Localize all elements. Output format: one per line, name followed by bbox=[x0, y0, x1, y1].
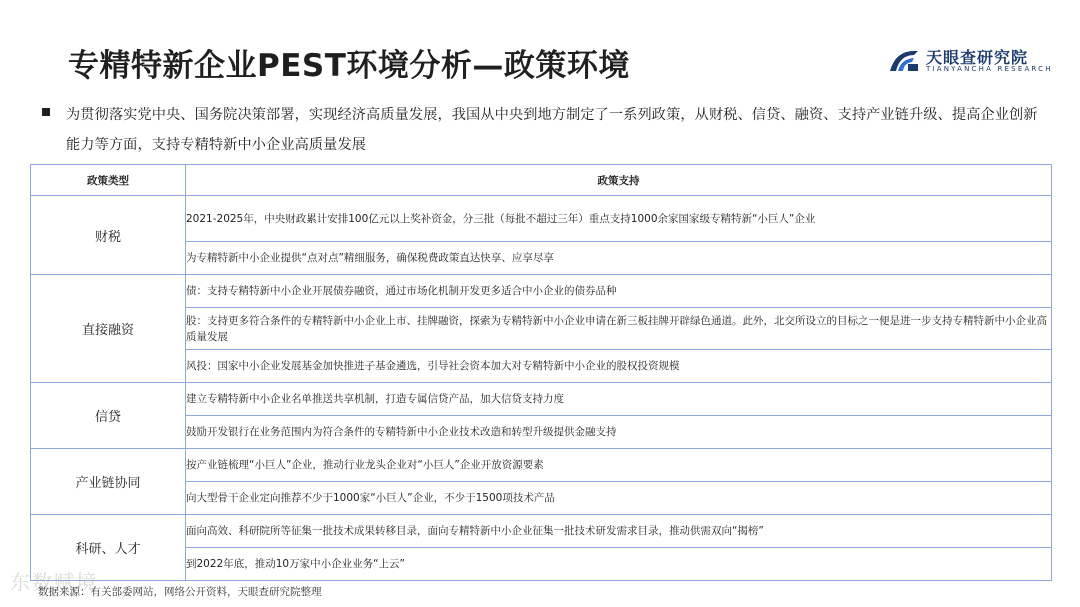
policy-cell: 为专精特新中小企业提供“点对点”精细服务，确保税费政策直达快享、应享尽享 bbox=[186, 242, 1052, 275]
category-cell: 科研、人才 bbox=[31, 515, 186, 581]
policy-cell: 股：支持更多符合条件的专精特新中小企业上市、挂牌融资，探索为专精特新中小企业申请在新三板挂牌开辟绿色通道。此外，北交所设立的目标之一便是进一步支持专精特新中小企业高质量发展 bbox=[186, 308, 1052, 350]
table-row bbox=[31, 515, 1052, 548]
category-cell: 财税 bbox=[31, 196, 186, 275]
header-policy-support: 政策支持 bbox=[186, 165, 1052, 196]
intro-text: 为贯彻落实党中央、国务院决策部署，实现经济高质量发展，我国从中央到地方制定了一系列政策，从财税、信贷、融资、支持产业链升级、提高企业创新能力等方面，支持专精特新中小企业高质量发展 bbox=[66, 107, 1038, 153]
policy-cell: 风投：国家中小企业发展基金加快推进子基金遴选，引导社会资本加大对专精特新中小企业的股权投资规模 bbox=[186, 350, 1052, 383]
policy-table bbox=[30, 164, 1052, 581]
policy-cell: 鼓励开发银行在业务范围内为符合条件的专精特新中小企业技术改造和转型升级提供金融支持 bbox=[186, 416, 1052, 449]
category-cell: 直接融资 bbox=[31, 275, 186, 383]
intro-paragraph bbox=[38, 100, 1048, 160]
category-cell: 产业链协同 bbox=[31, 449, 186, 515]
policy-cell: 面向高效、科研院所等征集一批技术成果转移目录，面向专精特新中小企业征集一批技术研发需求目录，推动供需双向“揭榜” bbox=[186, 515, 1052, 548]
page-title: 专精特新企业PEST环境分析—政策环境 bbox=[68, 48, 630, 84]
table-row bbox=[31, 275, 1052, 308]
logo-text-en: TIANYANCHA RESEARCH bbox=[926, 65, 1053, 73]
company-logo bbox=[888, 43, 1053, 77]
bullet-square-icon bbox=[42, 108, 50, 116]
policy-cell: 建立专精特新中小企业名单推送共享机制，打造专属信贷产品，加大信贷支持力度 bbox=[186, 383, 1052, 416]
table-header-row bbox=[31, 165, 1052, 196]
table-row bbox=[31, 383, 1052, 416]
category-cell: 信贷 bbox=[31, 383, 186, 449]
policy-cell: 债：支持专精特新中小企业开展债券融资，通过市场化机制开发更多适合中小企业的债券品种 bbox=[186, 275, 1052, 308]
policy-cell: 按产业链梳理“小巨人”企业，推动行业龙头企业对“小巨人”企业开放资源要素 bbox=[186, 449, 1052, 482]
policy-cell: 向大型骨干企业定向推荐不少于1000家“小巨人”企业，不少于1500项技术产品 bbox=[186, 482, 1052, 515]
source-note: 数据来源：有关部委网站，网络公开资料，天眼查研究院整理 bbox=[38, 586, 322, 598]
table-row bbox=[31, 196, 1052, 242]
eye-logo-icon bbox=[888, 45, 922, 75]
table-row bbox=[31, 449, 1052, 482]
policy-cell: 到2022年底，推动10万家中小企业业务“上云” bbox=[186, 548, 1052, 581]
watermark: 东数赋境 bbox=[10, 570, 98, 594]
policy-cell: 2021-2025年，中央财政累计安排100亿元以上奖补资金，分三批（每批不超过三年）重点支持1000余家国家级专精特新“小巨人”企业 bbox=[186, 196, 1052, 242]
header-policy-type: 政策类型 bbox=[31, 165, 186, 196]
logo-text-cn: 天眼查研究院 bbox=[926, 48, 1029, 67]
